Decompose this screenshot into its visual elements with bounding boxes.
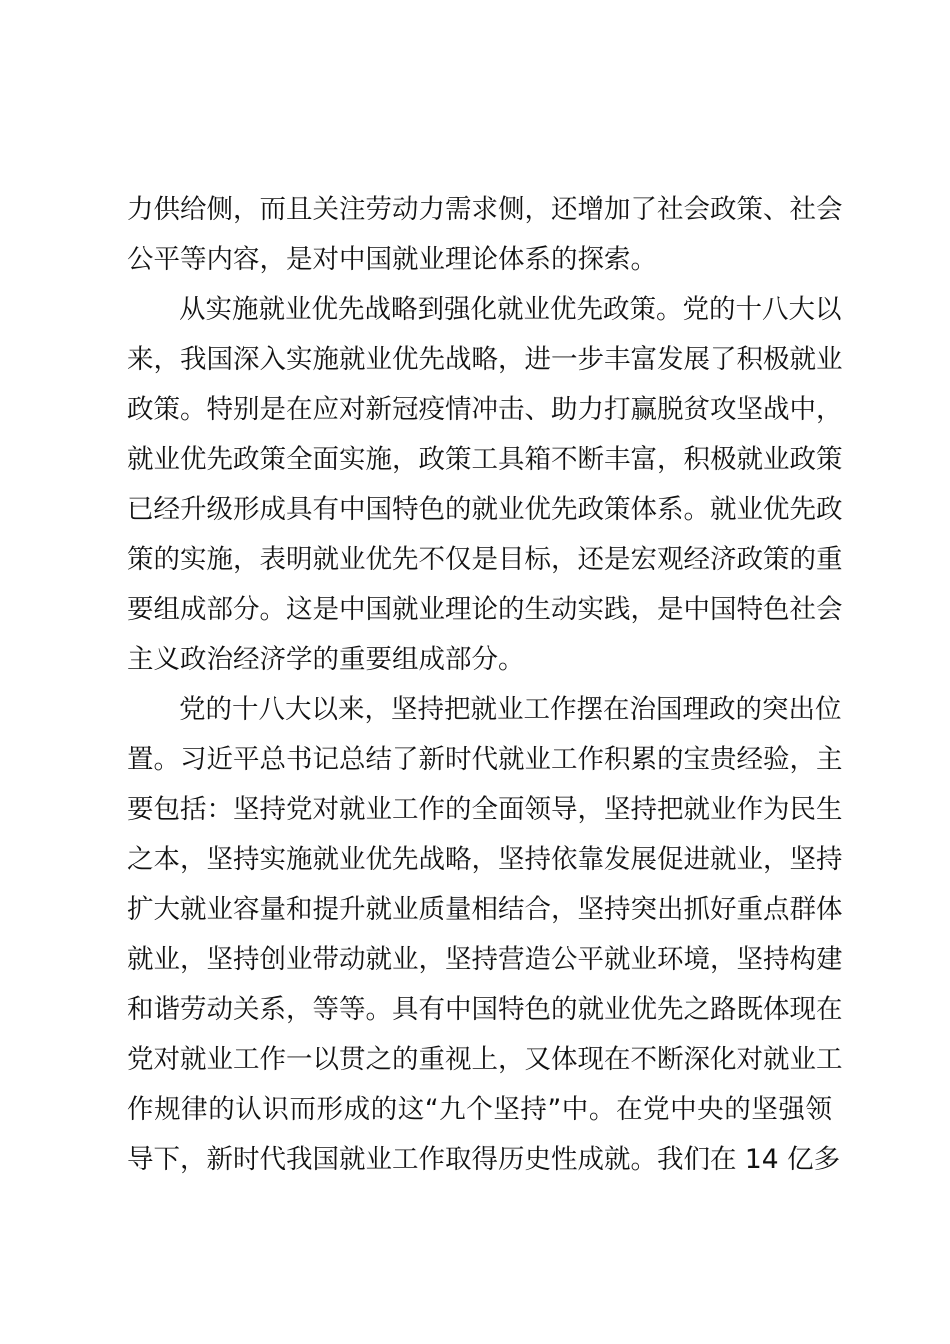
text-line: 要包括：坚持党对就业工作的全面领导，坚持把就业作为民生 bbox=[127, 794, 843, 825]
text-line: 政策。特别是在应对新冠疫情冲击、助力打赢脱贫攻坚战中， bbox=[127, 394, 843, 425]
text-line: 导下，新时代我国就业工作取得历史性成就。我们在 14 亿多 bbox=[127, 1144, 841, 1175]
body-text bbox=[127, 185, 843, 1185]
text-line: 和谐劳动关系，等等。具有中国特色的就业优先之路既体现在 bbox=[127, 994, 843, 1025]
text-line: 作规律的认识而形成的这“九个坚持”中。在党中央的坚强领 bbox=[127, 1094, 832, 1125]
paragraph-3 bbox=[127, 685, 843, 1185]
text-line: 主义政治经济学的重要组成部分。 bbox=[127, 644, 525, 675]
paragraph-2 bbox=[127, 285, 843, 685]
text-line: 党对就业工作一以贯之的重视上，又体现在不断深化对就业工 bbox=[127, 1044, 843, 1075]
text-line: 已经升级形成具有中国特色的就业优先政策体系。就业优先政 bbox=[127, 494, 843, 525]
text-line: 从实施就业优先战略到强化就业优先政策。党的十八大以 bbox=[179, 294, 842, 325]
text-line: 力供给侧，而且关注劳动力需求侧，还增加了社会政策、社会 bbox=[127, 194, 843, 225]
text-line: 要组成部分。这是中国就业理论的生动实践，是中国特色社会 bbox=[127, 594, 843, 625]
text-line: 之本，坚持实施就业优先战略，坚持依靠发展促进就业，坚持 bbox=[127, 844, 843, 875]
text-line: 党的十八大以来，坚持把就业工作摆在治国理政的突出位 bbox=[179, 694, 842, 725]
text-line: 公平等内容，是对中国就业理论体系的探索。 bbox=[127, 244, 657, 275]
text-line: 策的实施，表明就业优先不仅是目标，还是宏观经济政策的重 bbox=[127, 544, 843, 575]
text-line: 来，我国深入实施就业优先战略，进一步丰富发展了积极就业 bbox=[127, 344, 843, 375]
text-line: 扩大就业容量和提升就业质量相结合，坚持突出抓好重点群体 bbox=[127, 894, 843, 925]
text-line: 置。习近平总书记总结了新时代就业工作积累的宝贵经验，主 bbox=[127, 744, 843, 775]
text-line: 就业，坚持创业带动就业，坚持营造公平就业环境，坚持构建 bbox=[127, 944, 843, 975]
paragraph-1 bbox=[127, 185, 843, 285]
text-line: 就业优先政策全面实施，政策工具箱不断丰富，积极就业政策 bbox=[127, 444, 843, 475]
